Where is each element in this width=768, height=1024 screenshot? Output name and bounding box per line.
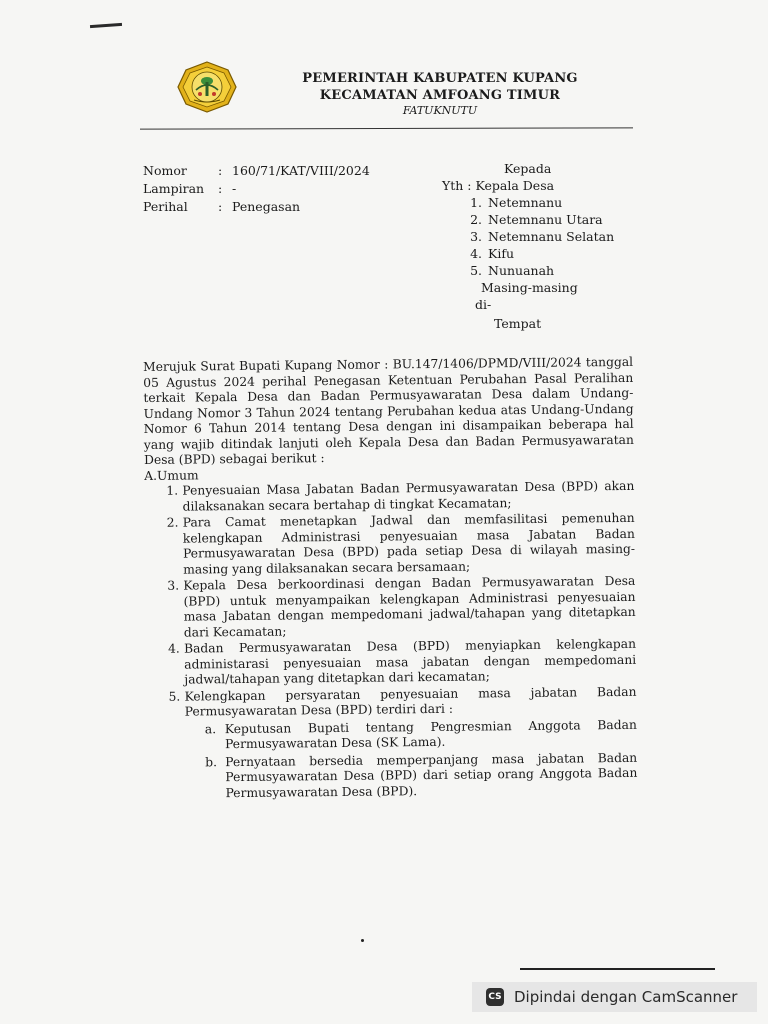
addressee-di: di- (475, 297, 492, 312)
item-number: 4. (167, 641, 180, 656)
meta-row-nomor (143, 162, 370, 180)
item-number: 1. (166, 483, 179, 498)
scan-artifact-mark (90, 23, 122, 28)
village-item (442, 228, 614, 245)
meta-row-lampiran (143, 180, 370, 198)
item-text: Badan Permusyawaratan Desa (BPD) menyiapkan kelengkapan administarasi penyesuaian masa jabatan dengan mempedomani jadwal/tahapan yang ditetapkan dari kecamatan; (183, 636, 637, 687)
general-points-list (144, 479, 637, 802)
village-item (442, 211, 614, 228)
scan-artifact-line (520, 968, 715, 970)
list-item (146, 637, 636, 689)
subitem-letter: b. (205, 754, 218, 769)
item-number: 3. (167, 578, 180, 593)
village-name: Netemnanu Utara (488, 212, 603, 227)
meta-colon: : (218, 199, 223, 214)
letterhead-location: FATUKNUTU (402, 104, 478, 117)
item-number: 5. (168, 689, 181, 704)
list-item (145, 574, 636, 641)
addressee-yth: Yth : (442, 178, 472, 193)
letterhead-government: PEMERINTAH KABUPATEN KUPANG (302, 71, 578, 86)
meta-value-number: 160/71/KAT/VIII/2024 (232, 163, 370, 178)
meta-label: Lampiran (143, 181, 205, 196)
item-text: Penyesuaian Masa Jabatan Badan Permusyawaratan Desa (BPD) akan dilaksanakan secara bertahap di tingkat Kecamatan; (182, 478, 635, 514)
letterhead-divider (140, 127, 633, 129)
letter-meta (143, 162, 370, 216)
addressee-yth-line (442, 177, 614, 194)
subitem-text: Pernyataan bersedia memperpanjang masa jabatan Badan Permusyawaratan Desa (BPD) dari setiap orang Anggota Badan Permusyawaratan Desa (BPD). (225, 750, 638, 800)
addressee-kepada: Kepada (504, 161, 552, 176)
addressee-masing-masing: Masing-masing (481, 280, 578, 295)
village-number: 4. (470, 246, 482, 261)
village-list (442, 194, 614, 279)
village-number: 1. (470, 195, 482, 210)
subitem-text: Keputusan Bupati tentang Pengresmian Anggota Badan Permusyawaratan Desa (SK Lama). (224, 717, 637, 752)
meta-row-perihal (143, 198, 370, 216)
addressee-recipient: Kepala Desa (475, 178, 555, 193)
item-text: Kelengkapan persyaratan penyesuaian masa jabatan Badan Permusyawaratan Desa (BPD) terdiri dari : (184, 684, 637, 719)
addressee-tempat: Tempat (494, 316, 542, 331)
letterhead (290, 70, 590, 118)
meta-value-subject: Penegasan (232, 199, 301, 214)
item-text: Para Camat menetapkan Jadwal dan memfasilitasi pemenuhan kelengkapan Administrasi penyesuaian masa Jabatan Badan Permusyawaratan Desa (BPD) pada setiap Desa di wilayah masing-masing yang dilaksanakan secara bersamaan; (182, 510, 636, 577)
requirements-sublist (185, 717, 638, 801)
village-name: Nunuanah (488, 263, 555, 278)
village-number: 5. (470, 263, 482, 278)
village-number: 3. (470, 229, 482, 244)
subitem-letter: a. (204, 721, 217, 736)
village-name: Netemnanu Selatan (488, 229, 615, 244)
list-item (146, 684, 637, 802)
letterhead-district: KECAMATAN AMFOANG TIMUR (319, 88, 561, 103)
sub-list-item (185, 750, 637, 801)
village-item (442, 262, 614, 279)
meta-colon: : (218, 181, 223, 196)
letter-body (143, 355, 638, 804)
section-title-umum: A.Umum (144, 467, 199, 483)
sub-list-item (185, 717, 637, 753)
list-item (144, 479, 634, 515)
kupang-regency-emblem-icon (176, 60, 238, 114)
village-name: Kifu (488, 246, 515, 261)
village-number: 2. (470, 212, 482, 227)
intro-paragraph: Merujuk Surat Bupati Kupang Nomor : BU.147/1406/DPMD/VIII/2024 tanggal 05 Agustus 2024 perihal Penegasan Ketentuan Perubahan Pasal Peralihan terkait Kepala Desa dan Badan Permusyawaratan Desa dalam Undang-Undang Nomor 3 Tahun 2024 tentang Perubahan kedua atas Undang-Undang Nomor 6 Tahun 2014 tentang Desa dengan ini disampaikan beberapa hal yang wajib ditindak lanjuti oleh Kepala Desa dan Badan Permusyawaratan Desa (BPD) sebagai berikut : (143, 354, 634, 467)
meta-label: Perihal (143, 199, 188, 214)
camscanner-text: Dipindai dengan CamScanner (514, 988, 738, 1006)
list-item (145, 511, 636, 578)
village-item (442, 245, 614, 262)
item-number: 2. (166, 515, 179, 530)
camscanner-logo-icon: CS (486, 988, 504, 1006)
item-text: Kepala Desa berkoordinasi dengan Badan Permusyawaratan Desa (BPD) untuk menyampaikan kelengkapan Administrasi penyesuaian masa Jabatan dengan mempedomani jadwal/tahapan yang ditetapkan dari Kecamatan; (183, 573, 636, 640)
scan-artifact-dot (361, 939, 364, 942)
village-name: Netemnanu (488, 195, 563, 210)
meta-colon: : (218, 163, 223, 178)
village-item (442, 194, 614, 211)
camscanner-watermark (472, 982, 757, 1012)
meta-value-attachment: - (232, 181, 237, 196)
meta-label: Nomor (143, 163, 187, 178)
addressee-block (442, 160, 614, 332)
